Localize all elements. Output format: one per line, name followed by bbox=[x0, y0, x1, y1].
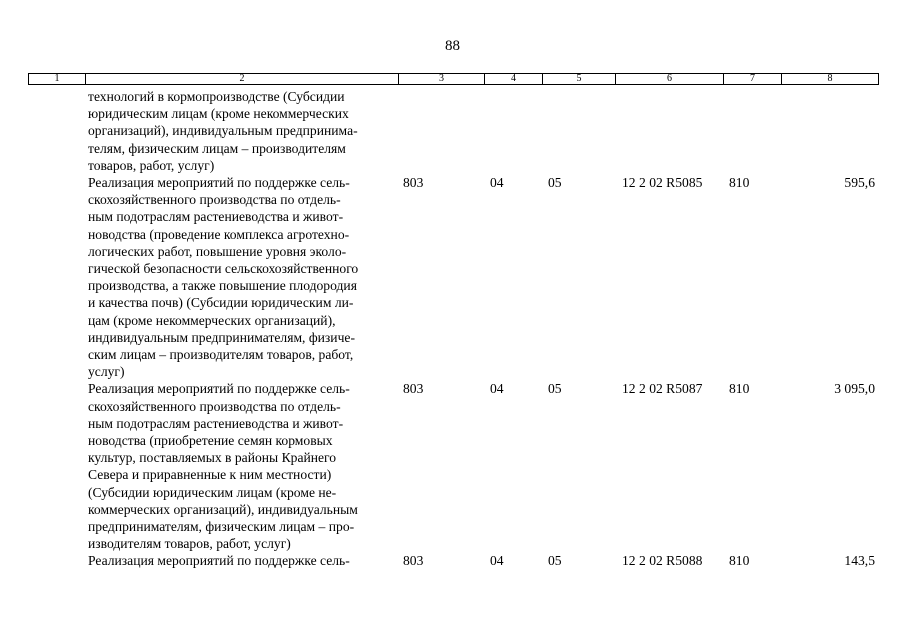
description-line: скохозяйственного производства по отдель- bbox=[88, 192, 341, 208]
description-line: изводителям товаров, работ, услуг) bbox=[88, 536, 291, 552]
header-col-8: 8 bbox=[827, 73, 833, 84]
description-line: технологий в кормопроизводстве (Субсидии bbox=[88, 89, 345, 104]
description-line: индивидуальным предпринимателям, физиче- bbox=[88, 329, 355, 345]
description-line: юридическим лицам (кроме некоммерческих bbox=[88, 106, 349, 122]
row-target-article: 12 2 02 R5085 bbox=[622, 175, 703, 191]
page-number: 88 bbox=[445, 38, 460, 54]
table-row bbox=[28, 174, 879, 380]
header-col-4: 4 bbox=[485, 74, 543, 84]
row-description bbox=[88, 552, 398, 569]
description-line: логических работ, повышение уровня эколо- bbox=[88, 243, 347, 259]
description-line: скохозяйственного производства по отдель- bbox=[88, 398, 341, 414]
description-line: Реализация мероприятий по поддержке сель- bbox=[88, 381, 350, 397]
description-line: Севера и приравненные к ним местности) bbox=[88, 467, 332, 483]
description-line: культур, поставляемых в районы Крайнего bbox=[88, 450, 337, 466]
row-chapter: 04 bbox=[490, 175, 504, 191]
row-subsection: 05 bbox=[548, 553, 562, 569]
row-section-code: 803 bbox=[403, 381, 424, 397]
row-amount: 3 095,0 bbox=[834, 381, 875, 397]
row-target-article: 12 2 02 R5088 bbox=[622, 553, 703, 569]
description-line: коммерческих организаций), индивидуальным bbox=[88, 501, 358, 517]
row-chapter: 04 bbox=[490, 381, 504, 397]
header-col-1: 1 bbox=[29, 74, 86, 84]
header-col-2: 2 bbox=[86, 74, 399, 84]
row-expense-type: 810 bbox=[729, 553, 750, 569]
description-line: Реализация мероприятий по поддержке сель- bbox=[88, 553, 350, 569]
row-expense-type: 810 bbox=[729, 175, 750, 191]
row-subsection: 05 bbox=[548, 175, 562, 191]
row-amount: 595,6 bbox=[844, 175, 875, 191]
table-body bbox=[28, 88, 879, 570]
row-description bbox=[88, 174, 398, 380]
row-section-code: 803 bbox=[403, 175, 424, 191]
row-amount: 143,5 bbox=[844, 553, 875, 569]
header-col-3: 3 bbox=[399, 74, 485, 84]
description-line: производства, а также повышение плодородия bbox=[88, 278, 357, 294]
row-description bbox=[88, 380, 398, 552]
description-line: гической безопасности сельскохозяйственного bbox=[88, 261, 359, 277]
row-chapter: 04 bbox=[490, 553, 504, 569]
description-line: ным подотраслям растениеводства и живот- bbox=[88, 415, 344, 431]
description-line: услуг) bbox=[88, 364, 125, 380]
description-line: Реализация мероприятий по поддержке сель- bbox=[88, 175, 350, 191]
description-line: (Субсидии юридическим лицам (кроме не- bbox=[88, 484, 337, 500]
row-subsection: 05 bbox=[548, 381, 562, 397]
description-line: организаций), индивидуальным предпринима- bbox=[88, 123, 358, 139]
header-col-6: 6 bbox=[616, 74, 724, 84]
row-expense-type: 810 bbox=[729, 381, 750, 397]
header-col-7: 7 bbox=[724, 74, 782, 84]
description-line: товаров, работ, услуг) bbox=[88, 157, 215, 173]
row-target-article: 12 2 02 R5087 bbox=[622, 381, 703, 397]
description-line: телям, физическим лицам – производителям bbox=[88, 140, 346, 156]
description-line: предпринимателям, физическим лицам – про- bbox=[88, 519, 355, 535]
description-line: новодства (приобретение семян кормовых bbox=[88, 433, 333, 449]
description-line: новодства (проведение комплекса агротехно- bbox=[88, 226, 350, 242]
table-row bbox=[28, 552, 879, 569]
row-section-code: 803 bbox=[403, 553, 424, 569]
row-description bbox=[88, 88, 398, 174]
description-line: цам (кроме некоммерческих организаций), bbox=[88, 312, 336, 328]
description-line: ским лицам – производителям товаров, работ, bbox=[88, 347, 354, 363]
header-col-5: 5 bbox=[543, 74, 616, 84]
table-row bbox=[28, 380, 879, 552]
table-row bbox=[28, 88, 879, 174]
description-line: и качества почв) (Субсидии юридическим ли- bbox=[88, 295, 354, 311]
table-header bbox=[28, 73, 879, 85]
description-line: ным подотраслям растениеводства и живот- bbox=[88, 209, 344, 225]
